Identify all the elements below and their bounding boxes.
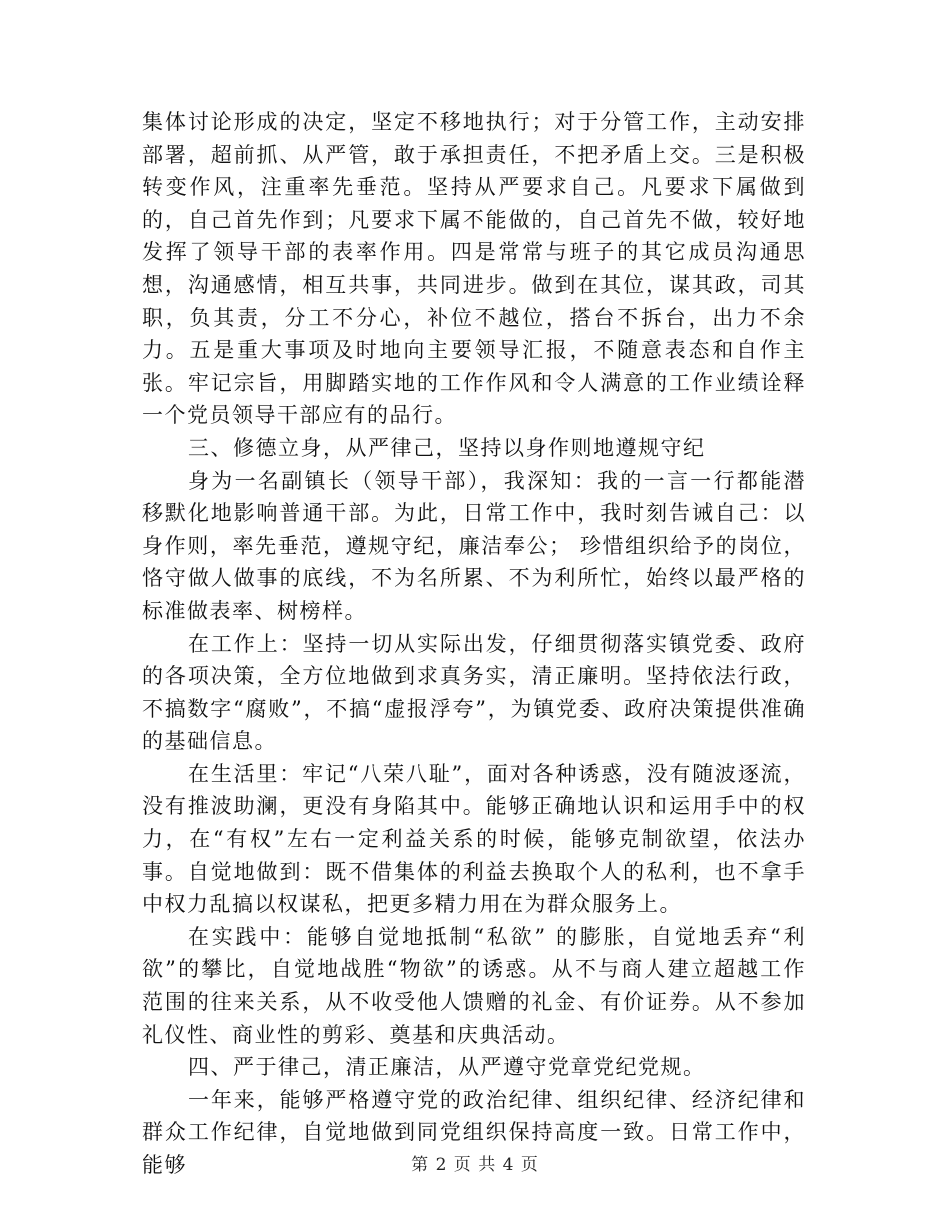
- page-number-footer: 第 2 页 共 4 页: [411, 1155, 539, 1175]
- section-heading-4: 四、严于律己，清正廉洁，从严遵守党章党纪党规。: [188, 1055, 706, 1080]
- paragraph: 在工作上：坚持一切从实际出发，仔细贯彻落实镇党委、政府的各项决策，全方位地做到求真务实，清正廉明。坚持依法行政，不搞数字“腐败”，不搞“虚报浮夸”，为镇党委、政府决策提供准确的基础信息。: [142, 631, 806, 754]
- paragraph: 一年来，能够严格遵守党的政治纪律、组织纪律、经济纪律和群众工作纪律，自觉地做到同党组织保持高度一致。日常工作中，能够: [142, 1087, 806, 1177]
- section-heading-3: 三、修德立身，从严律己，坚持以身作则地遵规守纪: [188, 435, 706, 460]
- document-body: [142, 106, 806, 1182]
- paragraph: 在生活里：牢记“八荣八耻”，面对各种诱惑，没有随波逐流，没有推波助澜，更没有身陷其中。能够正确地认识和运用手中的权力，在“有权”左右一定利益关系的时候，能够克制欲望，依法办事。自觉地做到：既不借集体的利益去换取个人的私利，也不拿手中权力乱搞以权谋私，把更多精力用在为群众服务上。: [142, 761, 806, 917]
- paragraph: 身为一名副镇长（领导干部），我深知：我的一言一行都能潜移默化地影响普通干部。为此，日常工作中，我时刻告诫自己：以身作则，率先垂范，遵规守纪，廉洁奉公； 珍惜组织给予的岗位，恪守做人做事的底线，不为名所累、不为利所忙，始终以最严格的标准做表率、树榜样。: [142, 468, 806, 623]
- paragraph: 在实践中：能够自觉地抵制“私欲” 的膨胀，自觉地丢弃“利欲”的攀比，自觉地战胜“物欲”的诱惑。从不与商人建立超越工作范围的往来关系，从不收受他人馈赠的礼金、有价证券。从不参加礼仪性、商业性的剪彩、奠基和庆典活动。: [142, 924, 806, 1047]
- paragraph-continuation: 集体讨论形成的决定，坚定不移地执行；对于分管工作，主动安排部署，超前抓、从严管，敢于承担责任，不把矛盾上交。三是积极转变作风，注重率先垂范。坚持从严要求自己。凡要求下属做到的，自己首先作到；凡要求下属不能做的，自己首先不做，较好地发挥了领导干部的表率作用。四是常常与班子的其它成员沟通思想，沟通感情，相互共事，共同进步。做到在其位，谋其政，司其职，负其责，分工不分心，补位不越位，搭台不拆台，出力不余力。五是重大事项及时地向主要领导汇报，不随意表态和自作主张。牢记宗旨，用脚踏实地的工作作风和令人满意的工作业绩诠释一个党员领导干部应有的品行。: [142, 110, 806, 428]
